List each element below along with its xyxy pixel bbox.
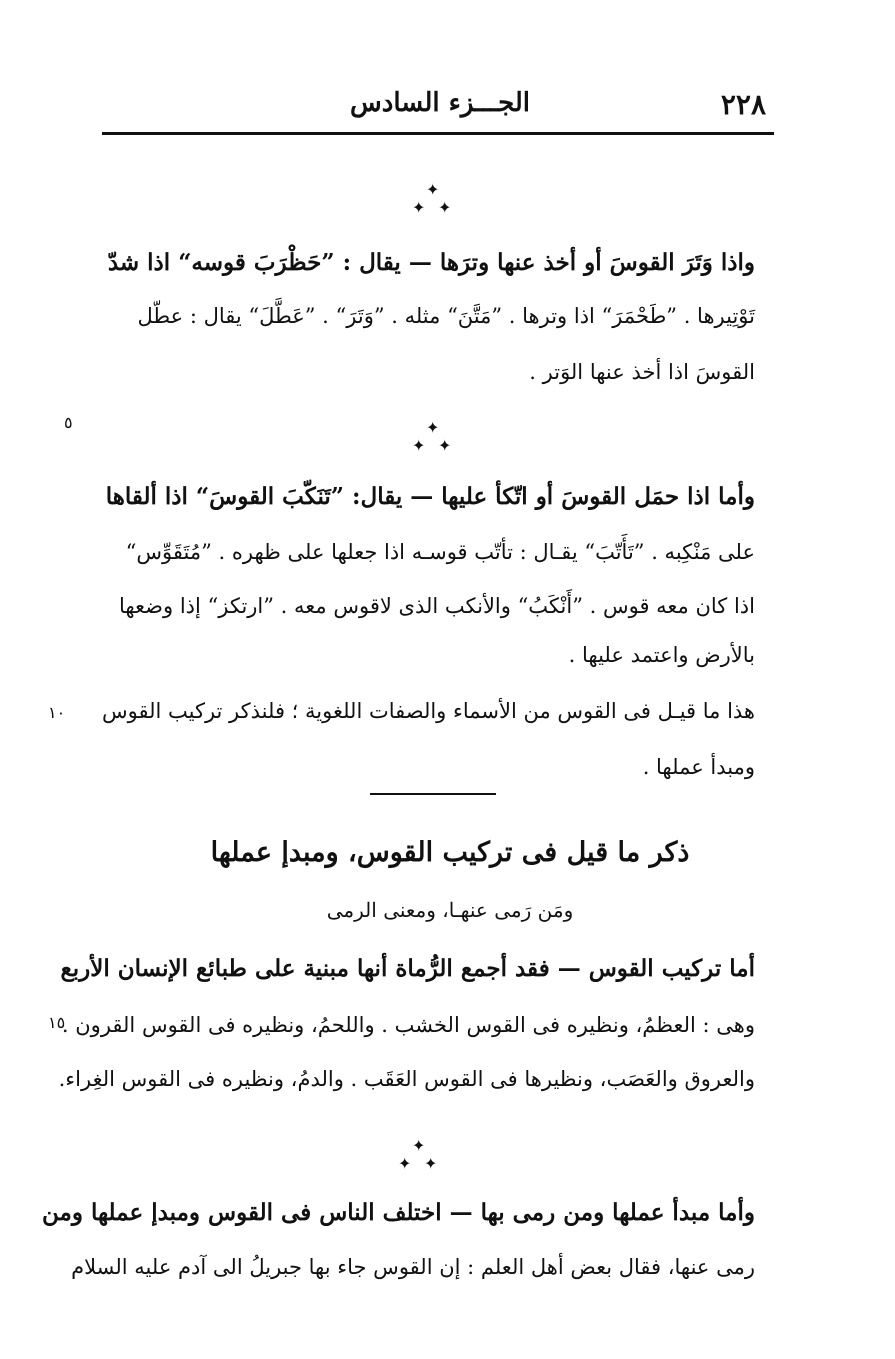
paragraph-line: واذا وَتَرَ القوسَ أو أخذ عنها وترَها — يقال : ”حَظْرَبَ قوسه“ اذا شدّ xyxy=(107,249,755,276)
section-ornament xyxy=(412,420,456,456)
paragraph-line: هذا ما قيـل فى القوس من الأسماء والصفات اللغوية ؛ فلنذكر تركيب القوس xyxy=(101,699,755,723)
section-ornament xyxy=(412,182,456,218)
paragraph-line: بالأرض واعتمد عليها . xyxy=(568,643,755,667)
ornament-star-icon: ✦ xyxy=(426,180,440,199)
paragraph-line: وأما اذا حمَل القوسَ أو اتّكأ عليها — يقال: ”تَنَكّبَ القوسَ“ اذا ألقاها xyxy=(105,483,755,510)
page-header xyxy=(100,84,780,134)
paragraph-line: القوسَ اذا أخذ عنها الوَتر . xyxy=(529,360,755,384)
section-divider xyxy=(370,793,496,795)
running-title: الجـــزء السادس xyxy=(350,88,530,118)
ornament-star-icon: ✦ xyxy=(398,1154,412,1173)
section-subtitle: ومَن رَمى عنهـا، ومعنى الرمى xyxy=(326,898,574,922)
margin-line-number: ١٠ xyxy=(48,703,66,722)
margin-line-number: ٥ xyxy=(64,413,73,432)
header-rule xyxy=(102,132,774,135)
ornament-star-icon: ✦ xyxy=(426,418,440,437)
paragraph-line: أما تركيب القوس — فقد أجمع الرُّماة أنها مبنية على طبائع الإنسان الأربع xyxy=(60,955,755,982)
paragraph-line: ومبدأ عملها . xyxy=(642,755,755,779)
paragraph-line: وهى : العظمُ، ونظيره فى القوس الخشب . واللحمُ، ونظيره فى القوس القرون . xyxy=(61,1013,755,1037)
ornament-star-icon: ✦ xyxy=(412,1136,426,1155)
margin-line-number: ١٥ xyxy=(48,1013,66,1032)
section-title: ذكر ما قيل فى تركيب القوس، ومبدإ عملها xyxy=(210,837,690,868)
paragraph-line: والعروق والعَصَب، ونظيرها فى القوس العَقَب . والدمُ، ونظيره فى القوس الغِراء. xyxy=(58,1067,755,1091)
paragraph-line: رمى عنها، فقال بعض أهل العلم : إن القوس جاء بها جبريلُ الى آدم عليه السلام xyxy=(71,1255,755,1279)
ornament-star-icon: ✦ xyxy=(412,436,426,455)
paragraph-line: وأما مبدأ عملها ومن رمى بها — اختلف الناس فى القوس ومبدإ عملها ومن xyxy=(42,1199,755,1226)
ornament-star-icon: ✦ xyxy=(412,198,426,217)
ornament-star-icon: ✦ xyxy=(424,1154,438,1173)
paragraph-line: على مَنْكِبه . ”تَأَتّبَ“ يقـال : تأتّب قوسـه اذا جعلها على ظهره . ”مُتَقَوِّس“ xyxy=(125,540,755,564)
page-number: ٢٢٨ xyxy=(720,88,766,121)
paragraph-line: تَوْتِيرها . ”طَحْمَرَ“ اذا وترها . ”مَتَّنَ“ مثله . ”وَتَرَ“ . ”عَطَّلَ“ يقال : عطّل xyxy=(137,304,755,328)
paragraph-line: اذا كان معه قوس . ”أَنْكَبُ“ والأنكب الذى لاقوس معه . ”ارتكز“ إذا وضعها xyxy=(118,594,755,618)
ornament-star-icon: ✦ xyxy=(438,436,452,455)
ornament-star-icon: ✦ xyxy=(438,198,452,217)
section-ornament xyxy=(398,1138,442,1174)
